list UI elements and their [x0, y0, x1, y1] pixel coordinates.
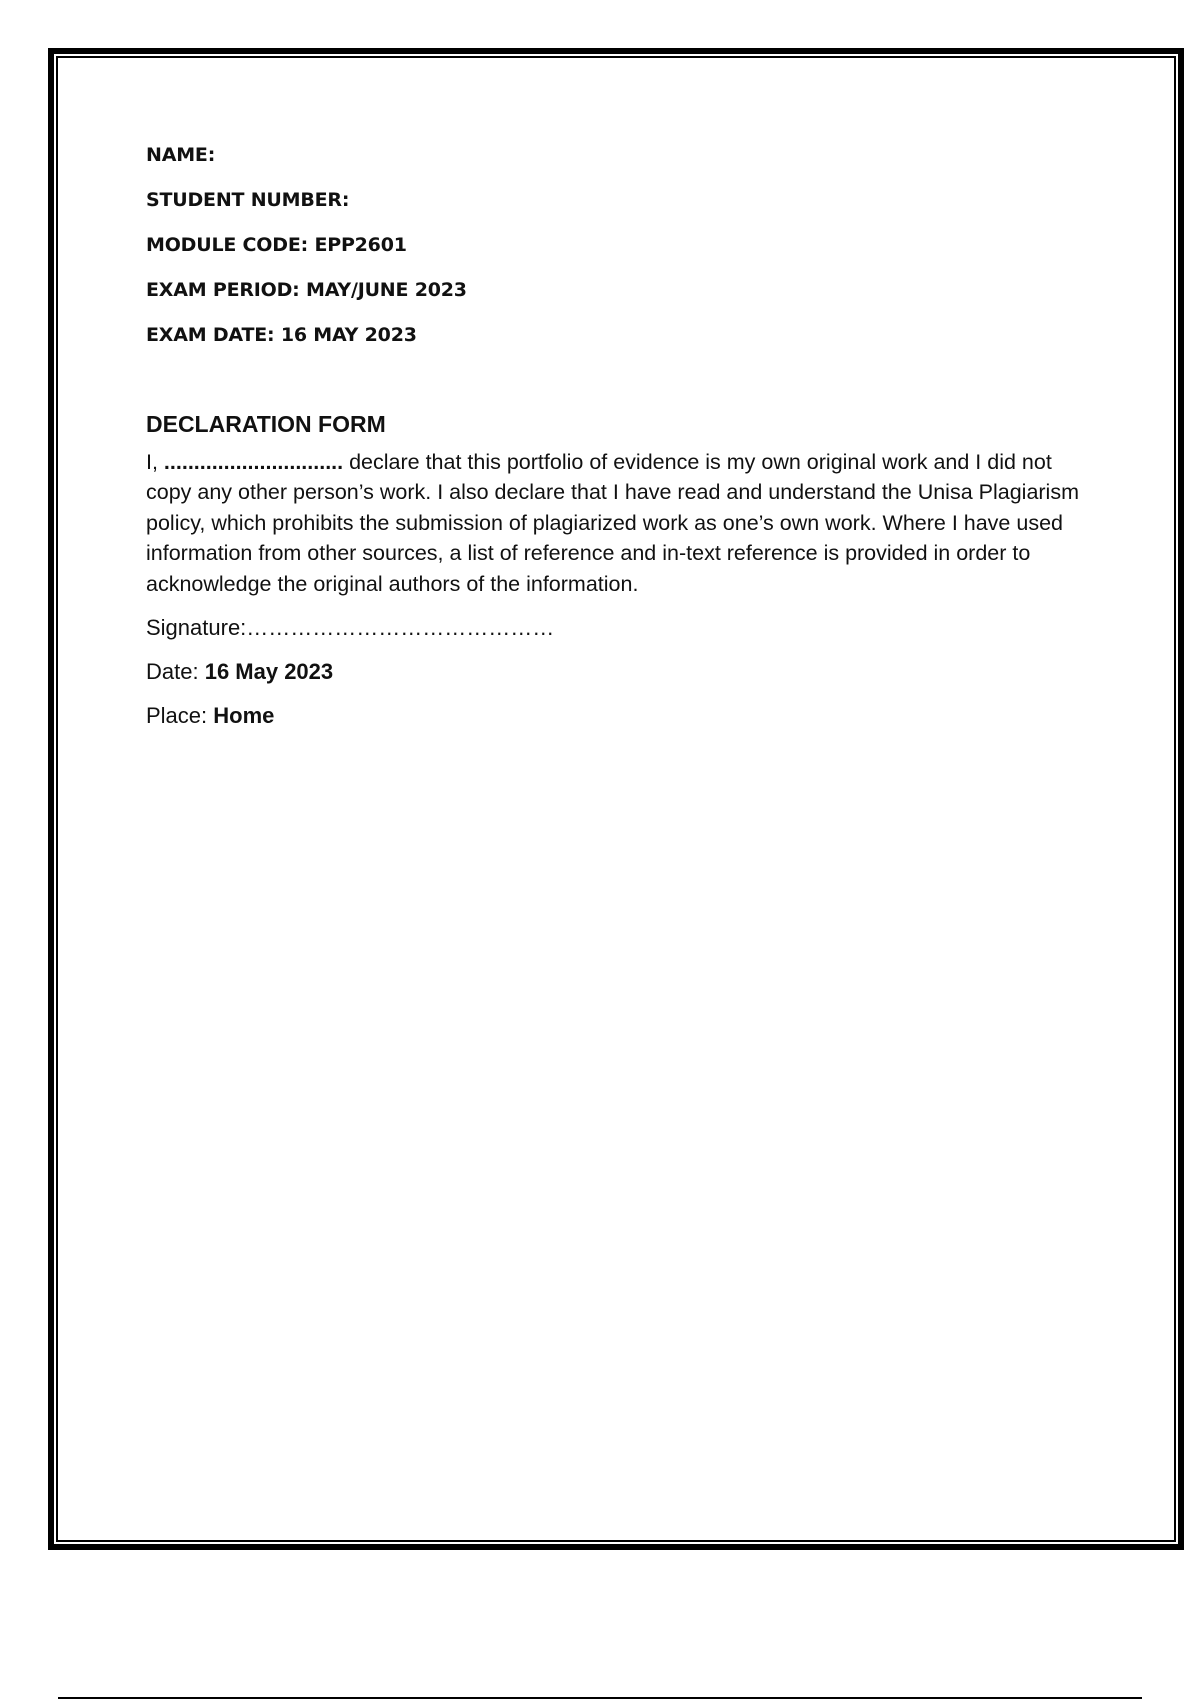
student-number-label: STUDENT NUMBER: [146, 189, 350, 211]
footer-rule [58, 1697, 1142, 1699]
exam-period-label: EXAM PERIOD: [146, 279, 300, 301]
place-row [146, 701, 1086, 731]
exam-period-value: MAY/JUNE 2023 [306, 279, 467, 301]
declaration-title: DECLARATION FORM [146, 411, 386, 437]
exam-date-label: EXAM DATE: [146, 324, 275, 346]
module-code-value: EPP2601 [314, 234, 407, 256]
module-code-label: MODULE CODE: [146, 234, 309, 256]
date-label: Date: [146, 659, 205, 685]
exam-date-field [146, 320, 1086, 365]
student-number-field [146, 185, 1086, 230]
signature-label: Signature: [146, 615, 247, 641]
name-field [146, 140, 1086, 185]
document-content [146, 140, 1086, 731]
signature-line: …………………………………… [246, 615, 555, 641]
declaration-prefix: I, [146, 450, 164, 474]
place-value: Home [213, 703, 275, 729]
exam-period-field [146, 275, 1086, 320]
name-label: NAME: [146, 144, 216, 166]
declaration-body: declare that this portfolio of evidence is my own original work and I did not copy any other person’s work. I also declare that I have read and understand the Unisa Plagiarism policy, which prohibits the submission of plagiarized work as one’s own work. Where I have used information from other sources, a list of reference and in-text reference is provided in order to acknowledge the original authors of the information. [146, 450, 1079, 596]
module-code-field [146, 230, 1086, 275]
name-blank-line: .............................. [163, 450, 344, 474]
declaration-text [146, 447, 1086, 599]
date-value: 16 May 2023 [204, 659, 334, 685]
exam-date-value: 16 MAY 2023 [280, 324, 417, 346]
signature-row [146, 613, 1086, 643]
date-row [146, 657, 1086, 687]
place-label: Place: [146, 703, 214, 729]
